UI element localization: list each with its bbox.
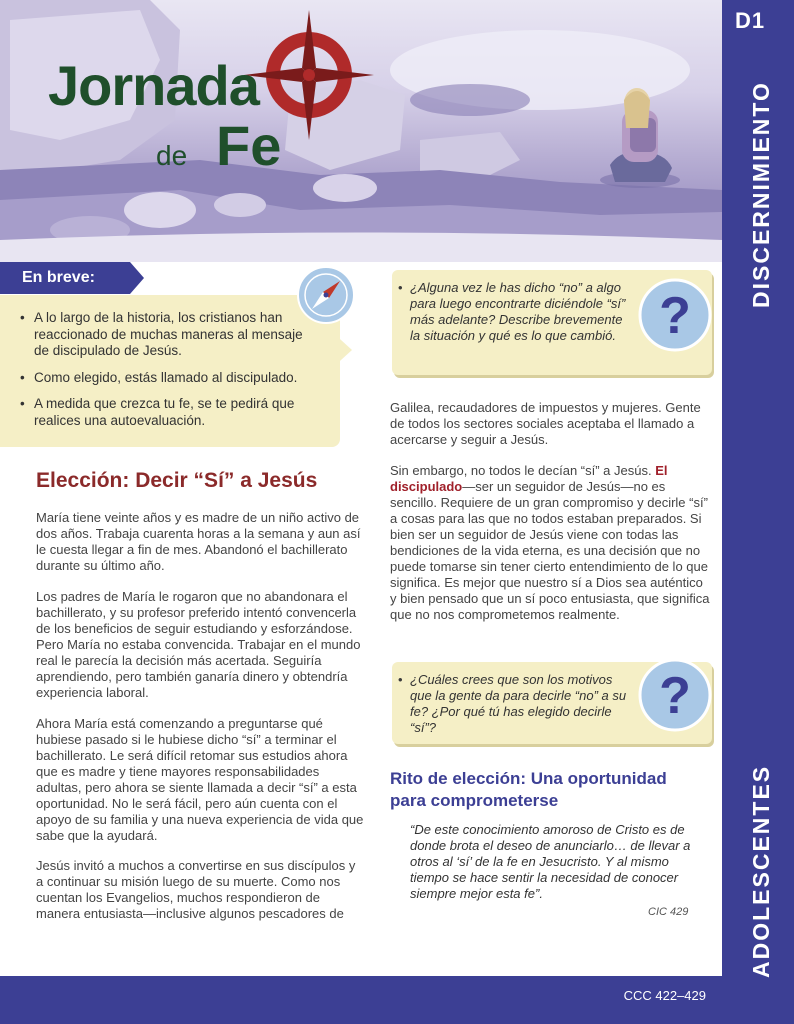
quote-citation: CIC 429 xyxy=(648,906,689,918)
article-title: Elección: Decir “Sí” a Jesús xyxy=(36,469,318,492)
paragraph-5: Galilea, recaudadores de impuestos y mujeres. Gente de todos los sectores sociales aceptaba el llamado a acercarse y seguir a Jesús. xyxy=(390,400,701,447)
paragraph-4: Jesús invitó a muchos a convertirse en sus discípulos y a continuar su misión luego de su muerte. Como nos cuentan los Evangelios, muchos respondieron de manera entusiasta—inclusive algunos pescadores de xyxy=(36,858,356,921)
catechism-quote: “De este conocimiento amoroso de Cristo es de donde brota el deseo de anunciarlo… de llevar a otros al ‘sí’ de la fe en Jesucristo. Y al mismo tiempo se hace sentir la necesidad de conocer siempre mejor esta fe”. xyxy=(410,822,691,901)
paragraph-2: Los padres de María le rogaron que no abandonara el bachillerato, y su profesor preferido intentó convencerla de los beneficios de seguir estudiando y esforzándose. Pero María no estaba convencida. Trabajar en el mundo real le parecía la decisión más acertada. Seguiría aprendiendo, pero también ganaría dinero y obtendría experiencia laboral. xyxy=(36,589,361,700)
list-item: • A lo largo de la historia, los cristianos han reaccionado de muchas maneras al mensaje de discipulado de Jesús. xyxy=(20,310,320,360)
list-item: • A medida que crezca tu fe, se te pedirá que realices una autoevaluación. xyxy=(20,396,320,429)
paragraph-6-start: Sin embargo, no todos le decían “sí” a Jesús. xyxy=(390,463,652,478)
lesson-code: D1 xyxy=(735,8,766,33)
logo-word-fe: Fe xyxy=(216,114,282,177)
paragraph-6-rest: —ser un seguidor de Jesús—no es sencillo. Requiere de un gran compromiso y decirle “sí” a cosas para las que no todos estaban preparados. Si bien ser un seguidor de Jesús viene con todas las bendiciones de la vida eterna, es una decisión que no puede tomarse sin tener cierto entendimiento de lo que significa. Es mejor que nuestro sí a Dios sea auténtico y bien pensado que un sí poco entusiasta, que significa que no nos comprometemos realmente. xyxy=(390,479,710,622)
hero-photo xyxy=(0,0,722,262)
bullet: • xyxy=(398,280,403,295)
paragraph-3: Ahora María está comenzando a preguntarse qué hubiese pasado si le hubiese dicho “sí” a terminar el bachillerato. Le será difícil retomar sus estudios ahora que es madre y tiene mayores responsabilidades adultas, pero ahora se siente llamada a decir “sí” a esta oportunidad. No le será fácil, pero aún cuenta con el apoyo de su familia y una nueva experiencia de vida que sabe que la ayudará. xyxy=(36,716,364,843)
paragraph-6 xyxy=(390,463,710,623)
rito-title-line-1: Rito de elección: Una oportunidad xyxy=(390,769,667,788)
question-mark-glyph: ? xyxy=(659,287,691,345)
question-mark-glyph: ? xyxy=(659,667,691,725)
question-mark-icon xyxy=(638,658,712,732)
rito-title-line-2: para comprometerse xyxy=(390,791,559,810)
section-label-discernimiento: DISCERNIMIENTO xyxy=(748,81,774,308)
list-item: • Como elegido, estás llamado al discipulado. xyxy=(20,370,320,387)
catechism-reference: CCC 422–429 xyxy=(623,988,706,1003)
footer-bar xyxy=(0,976,722,1024)
compass-icon xyxy=(296,265,356,325)
logo-word-jornada: Jornada xyxy=(48,54,259,117)
question-text: ¿Alguna vez le has dicho “no” a algo para luego encontrarte diciéndole “sí” más adelante? Describe brevemente la situación y qué es lo que cambió. xyxy=(410,280,626,343)
bullet: • xyxy=(398,672,403,687)
paragraph-1: María tiene veinte años y es madre de un niño activo de dos años. Trabaja cuarenta horas a la semana y aun así le cuesta llegar a fin de mes. Abandonó el bachillerato durante su último año. xyxy=(36,510,361,573)
en-breve-list xyxy=(20,310,320,439)
callout-pointer xyxy=(330,330,370,370)
logo-word-de: de xyxy=(156,140,188,171)
section-label-adolescentes: ADOLESCENTES xyxy=(748,764,774,978)
jornada-de-fe-logo xyxy=(48,54,282,177)
rito-title xyxy=(390,768,667,812)
en-breve-label: En breve: xyxy=(0,262,130,294)
term-discipulado: El discipulado xyxy=(390,463,668,494)
question-mark-icon xyxy=(638,278,712,352)
question-text: ¿Cuáles crees que son los motivos que la gente da para decirle “no” a su fe? ¿Por qué tú has elegido decirle “sí”? xyxy=(410,672,627,735)
